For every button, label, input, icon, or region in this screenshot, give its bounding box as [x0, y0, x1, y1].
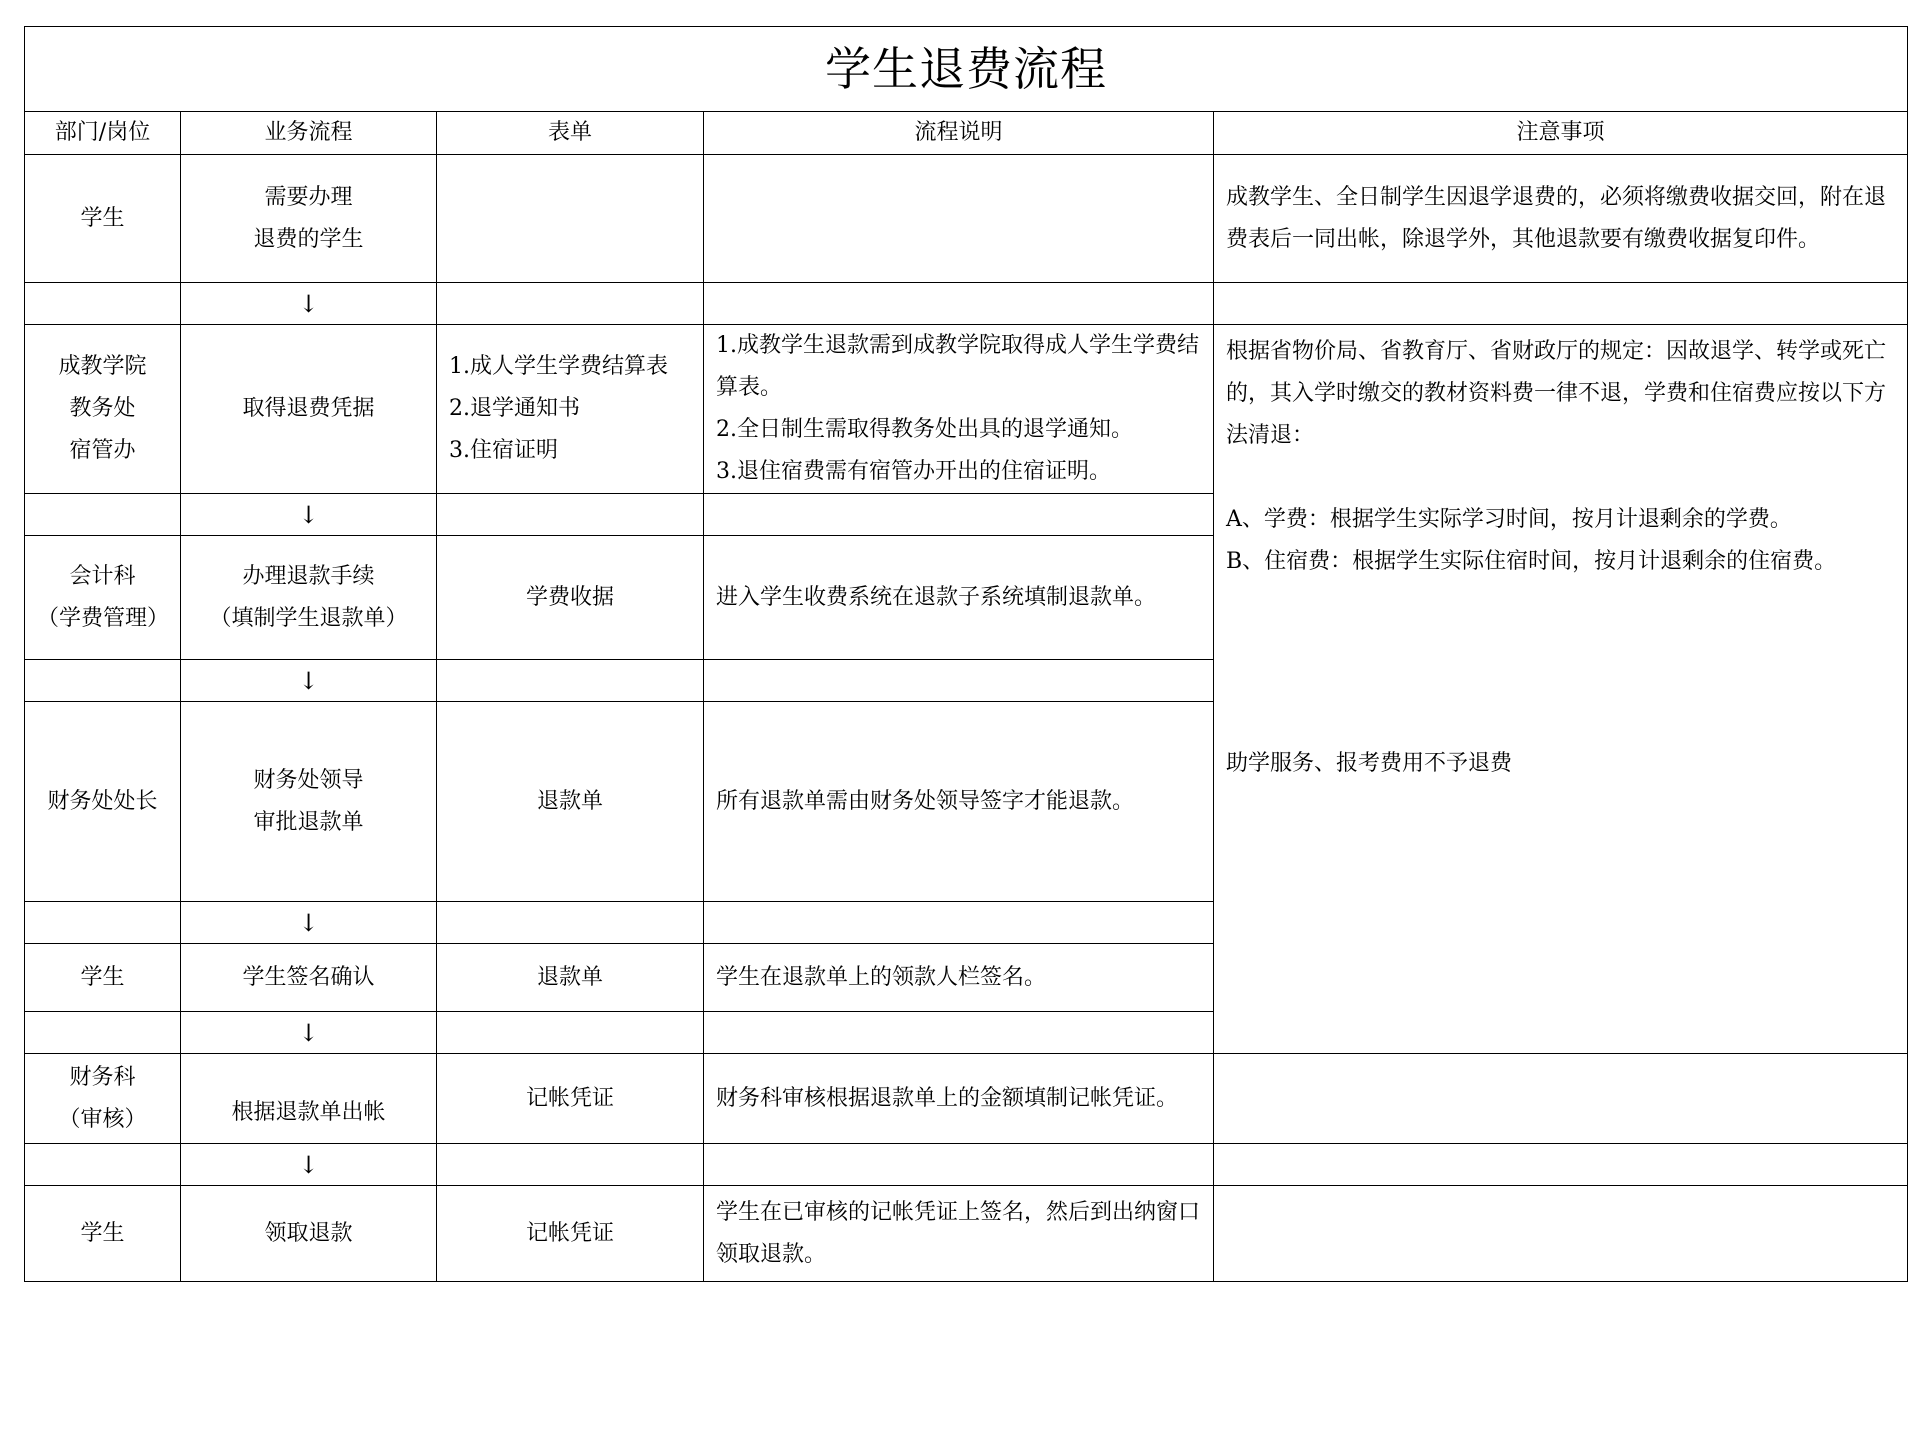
form-cell: [437, 702, 704, 902]
form-text: 2.退学通知书: [449, 396, 580, 421]
process-text: 审批退款单: [253, 809, 364, 835]
dept-text: 会计科: [69, 563, 136, 589]
desc-cell: [704, 944, 1214, 1012]
header-process: 业务流程: [181, 112, 437, 155]
down-arrow-icon: ↓: [181, 494, 437, 536]
dept-cell: [25, 536, 181, 660]
note-cell: [1214, 1054, 1908, 1144]
desc-text: 学生在已审核的记帐凭证上签名，然后到出纳窗口领取退款。: [716, 1199, 1201, 1267]
table-row: [25, 1054, 1908, 1144]
desc-cell: [704, 1054, 1214, 1144]
header-dept: 部门/岗位: [25, 112, 181, 155]
form-cell: [437, 325, 704, 494]
process-cell: [181, 1186, 437, 1282]
refund-process-sheet: [24, 26, 1907, 1282]
desc-cell: [704, 702, 1214, 902]
desc-cell: [704, 325, 1214, 494]
process-text: 领取退款: [264, 1220, 353, 1246]
form-text: 退款单: [536, 964, 603, 990]
dept-text: （审核）: [58, 1106, 147, 1132]
table-row: [25, 1186, 1908, 1282]
down-arrow-icon: ↓: [181, 902, 437, 944]
dept-text: 学生: [80, 205, 125, 231]
desc-text: 进入学生收费系统在退款子系统填制退款单。: [716, 584, 1157, 610]
note-tuition: A、学费：根据学生实际学习时间，按月计退剩余的学费。: [1226, 507, 1792, 532]
down-arrow-icon: ↓: [181, 1012, 437, 1054]
dept-cell: [25, 702, 181, 902]
dept-text: 教务处: [69, 396, 136, 421]
process-cell: [181, 325, 437, 494]
desc-text: 1.成教学生退款需到成教学院取得成人学生学费结算表。: [716, 333, 1199, 400]
form-cell: [437, 1054, 704, 1144]
process-text: 根据退款单出帐: [231, 1099, 386, 1125]
dept-cell: [25, 325, 181, 494]
process-text: 学生签名确认: [242, 964, 375, 990]
note-accommodation: B、住宿费：根据学生实际住宿时间，按月计退剩余的住宿费。: [1226, 549, 1837, 574]
desc-text: 学生在退款单上的领款人栏签名。: [716, 964, 1047, 990]
desc-text: 财务科审核根据退款单上的金额填制记帐凭证。: [716, 1085, 1179, 1111]
process-text: 财务处领导: [253, 767, 364, 793]
process-cell: [181, 1054, 437, 1144]
page-title: 学生退费流程: [25, 27, 1908, 112]
process-text: （填制学生退款单）: [209, 605, 408, 631]
dept-text: 宿管办: [69, 438, 136, 463]
note-text: 成教学生、全日制学生因退学退费的，必须将缴费收据交回，附在退费表后一同出帐，除退学外，其他退款要有缴费收据复印件。: [1226, 184, 1887, 252]
dept-text: 学生: [80, 1220, 125, 1246]
form-cell: [437, 536, 704, 660]
process-text: 退费的学生: [253, 226, 364, 252]
process-text: 办理退款手续: [242, 563, 375, 589]
desc-text: 2.全日制生需取得教务处出具的退学通知。: [716, 417, 1133, 442]
header-note: 注意事项: [1214, 112, 1908, 155]
form-cell: [437, 155, 704, 283]
form-text: 1.成人学生学费结算表: [449, 354, 668, 379]
dept-cell: [25, 1186, 181, 1282]
merged-note-cell: [1214, 325, 1908, 1054]
note-regulation: 根据省物价局、省教育厅、省财政厅的规定：因故退学、转学或死亡的，其入学时缴交的教材资料费一律不退，学费和住宿费应按以下方法清退：: [1226, 339, 1887, 448]
arrow-row: [25, 283, 1908, 325]
down-arrow-icon: ↓: [181, 660, 437, 702]
arrow-row: [25, 1144, 1908, 1186]
desc-text: 3.退住宿费需有宿管办开出的住宿证明。: [716, 459, 1111, 484]
desc-cell: [704, 155, 1214, 283]
dept-cell: [25, 155, 181, 283]
dept-cell: [25, 1054, 181, 1144]
process-cell: [181, 536, 437, 660]
refund-process-table: [24, 26, 1908, 1282]
process-cell: [181, 944, 437, 1012]
note-no-refund: 助学服务、报考费用不予退费: [1226, 751, 1513, 776]
form-text: 记帐凭证: [525, 1220, 614, 1246]
table-row: [25, 325, 1908, 494]
dept-text: 成教学院: [58, 354, 147, 379]
process-cell: [181, 155, 437, 283]
form-text: 退款单: [536, 788, 603, 814]
desc-text: 所有退款单需由财务处领导签字才能退款。: [716, 788, 1135, 814]
form-cell: [437, 944, 704, 1012]
dept-text: 学生: [80, 964, 125, 990]
process-cell: [181, 702, 437, 902]
down-arrow-icon: ↓: [181, 1144, 437, 1186]
header-row: [25, 112, 1908, 155]
dept-text: 财务科: [69, 1064, 136, 1090]
process-text: 需要办理: [264, 184, 353, 210]
dept-cell: [25, 944, 181, 1012]
form-cell: [437, 1186, 704, 1282]
note-cell: [1214, 1186, 1908, 1282]
dept-text: （学费管理）: [37, 605, 170, 631]
form-text: 记帐凭证: [525, 1085, 614, 1111]
form-text: 3.住宿证明: [449, 438, 558, 463]
header-desc: 流程说明: [704, 112, 1214, 155]
note-cell: [1214, 155, 1908, 283]
table-row: [25, 155, 1908, 283]
desc-cell: [704, 1186, 1214, 1282]
down-arrow-icon: ↓: [181, 283, 437, 325]
desc-cell: [704, 536, 1214, 660]
form-text: 学费收据: [525, 584, 614, 610]
process-text: 取得退费凭据: [242, 396, 375, 421]
header-form: 表单: [437, 112, 704, 155]
dept-text: 财务处处长: [47, 788, 158, 814]
